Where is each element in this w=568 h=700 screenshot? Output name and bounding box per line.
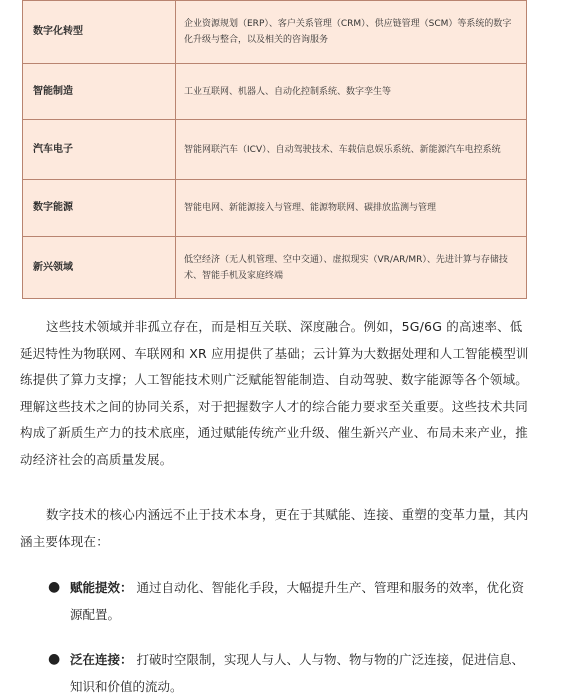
bullet-icon: ● — [48, 579, 61, 595]
row-key: 智能制造 — [23, 64, 176, 120]
table-row — [23, 237, 527, 299]
body-paragraph: 这些技术领域并非孤立存在，而是相互关联、深度融合。例如，5G/6G 的高速率、低延迟特性为物联网、车联网和 XR 应用提供了基础；云计算为大数据处理和人工智能模型训练提供了算力支撑；人工智能技术则广泛赋能智能制造、自动驾驶、数字能源等各个领域。理解这些技术之间的协同关系，对于把握数字人才的综合能力要求至关重要。这些技术共同构成了新质生产力的技术底座，通过赋能传统产业升级、催生新兴产业、布局未来产业，推动经济社会的高质量发展。 — [20, 319, 529, 467]
tech-domain-table — [22, 0, 527, 299]
row-value: 企业资源规划（ERP）、客户关系管理（CRM）、供应链管理（SCM）等系统的数字化升级与整合，以及相关的咨询服务 — [176, 1, 527, 64]
bullet-icon: ● — [48, 651, 61, 667]
table-row — [23, 180, 527, 237]
list-item-term: 泛在连接： — [70, 652, 133, 667]
list-item-term: 赋能提效： — [70, 580, 133, 595]
row-key: 汽车电子 — [23, 120, 176, 180]
table-row — [23, 120, 527, 180]
body-paragraph: 数字技术的核心内涵远不止于技术本身，更在于其赋能、连接、重塑的变革力量，其内涵主要体现在： — [20, 507, 529, 549]
list-item-text: 通过自动化、智能化手段，大幅提升生产、管理和服务的效率，优化资源配置。 — [70, 580, 525, 622]
list-item-body — [70, 574, 530, 628]
row-value: 工业互联网、机器人、自动化控制系统、数字孪生等 — [176, 64, 527, 120]
table-row — [23, 1, 527, 64]
row-key: 数字能源 — [23, 180, 176, 237]
list-item — [20, 574, 530, 628]
list-item-body — [70, 646, 530, 700]
row-value: 智能网联汽车（ICV）、自动驾驶技术、车载信息娱乐系统、新能源汽车电控系统 — [176, 120, 527, 180]
row-value: 低空经济（无人机管理、空中交通）、虚拟现实（VR/AR/MR）、先进计算与存储技术、智能手机及家庭终端 — [176, 237, 527, 299]
table-row — [23, 64, 527, 120]
row-key: 新兴领域 — [23, 237, 176, 299]
row-value: 智能电网、新能源接入与管理、能源物联网、碳排放监测与管理 — [176, 180, 527, 237]
row-key: 数字化转型 — [23, 1, 176, 64]
list-item — [20, 646, 530, 700]
list-item-text: 打破时空限制，实现人与人、人与物、物与物的广泛连接，促进信息、知识和价值的流动。 — [70, 652, 525, 694]
